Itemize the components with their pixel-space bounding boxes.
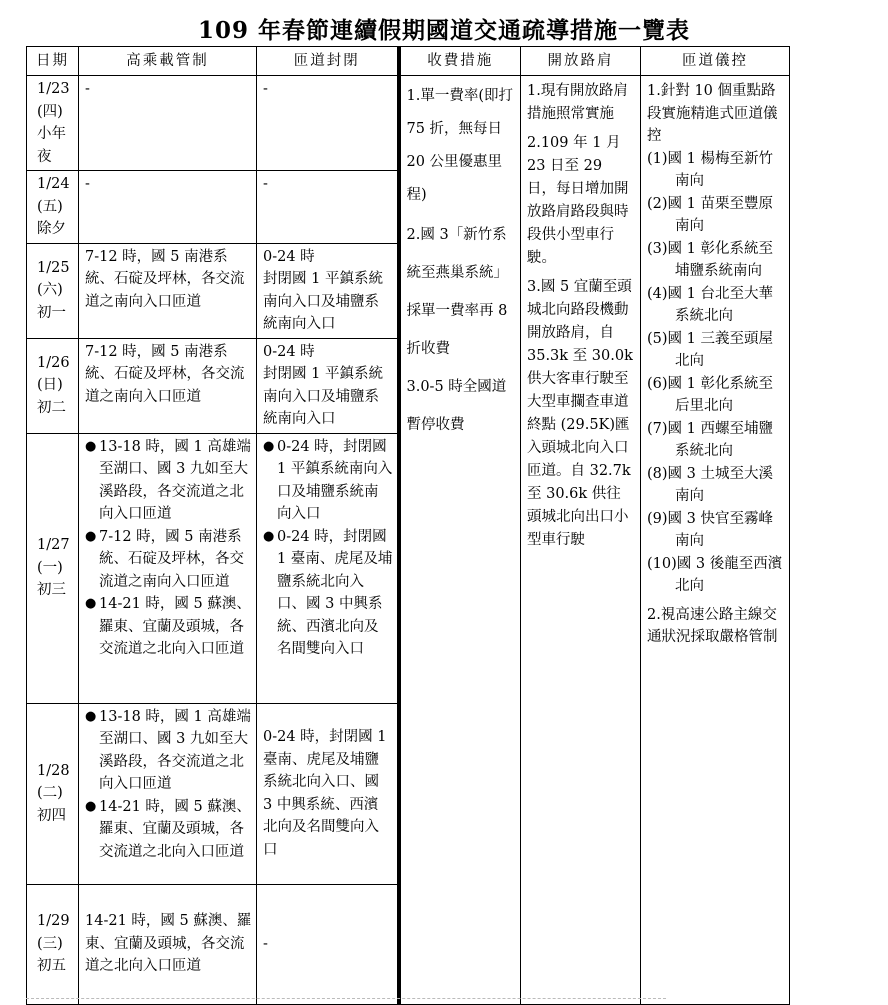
hov-item: ● 14-21 時，國 5 蘇澳、羅東、宜蘭及頭城，各交流道之北向入口匝道 [85,796,252,864]
ramp-cell: 0-24 時 封閉國 1 平鎮系統南向入口及埔鹽系統南向入口 [257,338,399,433]
toll-column [399,76,521,1005]
hov-cell: - [79,76,257,171]
metering-item: (10)國 3 後龍至西濱北向 [647,555,783,594]
ramp-cell: - [257,884,399,1004]
shoulder-item: 3.國 5 宜蘭至頭城北向路段機動開放路肩，自 35.3k 至 30.0k 供大客車行駛至大型車攔查車道終點 (29.5K)匯入頭城北向入口匝道。自 32.7k 至 30.6k 供往頭城北向出口小型車行駛 [527,279,633,548]
table-row [27,76,790,171]
ramp-cell [257,433,399,703]
ramp-cell: 0-24 時，封閉國 1 臺南、虎尾及埔鹽系統北向入口、國 3 中興系統、西濱北向及名間雙向入口 [257,703,399,884]
shoulder-column [521,76,641,1005]
header-hov: 高乘載管制 [79,47,257,76]
metering-intro: 1.針對 10 個重點路段實施精進式匝道儀控 [647,83,778,144]
date-cell: 1/28 (二) 初四 [27,703,79,884]
header-date: 日期 [27,47,79,76]
hov-cell: 7-12 時，國 5 南港系統、石碇及坪林，各交流道之南向入口匝道 [79,243,257,338]
toll-item: 1.單一費率(即打 75 折，無每日 20 公里優惠里程) [406,88,513,203]
hov-cell [79,433,257,703]
ramp-item: ● 0-24 時，封閉國 1 平鎮系統南向入口及埔鹽系統南向入口 [263,436,393,526]
metering-list [647,148,783,598]
metering-item: (4)國 1 台北至大華系統北向 [647,285,773,324]
ramp-cell: - [257,171,399,244]
hov-item: ● 14-21 時，國 5 蘇澳、羅東、宜蘭及頭城，各交流道之北向入口匝道 [85,593,252,661]
hov-cell: - [79,171,257,244]
hov-item: ● 7-12 時，國 5 南港系統、石碇及坪林，各交流道之南向入口匝道 [85,526,252,594]
metering-item: (3)國 1 彰化系統至埔鹽系統南向 [647,240,773,279]
ramp-item: ● 0-24 時，封閉國 1 臺南、虎尾及埔鹽系統北向入口、國 3 中興系統、西濱北向及名間雙向入口 [263,526,393,661]
date-cell: 1/23 (四) 小年 夜 [27,76,79,171]
page-footer-line [26,998,666,1000]
toll-item: 3.0-5 時全國道暫停收費 [406,379,507,433]
traffic-measures-table [26,46,790,1005]
header-toll: 收費措施 [399,47,521,76]
hov-item: ● 13-18 時，國 1 高雄端至湖口、國 3 九如至大溪路段，各交流道之北向入口匝道 [85,706,252,796]
date-cell: 1/29 (三) 初五 [27,884,79,1004]
toll-item: 2.國 3「新竹系統至燕巢系統」採單一費率再 8 折收費 [406,227,508,357]
metering-item: (2)國 1 苗栗至豐原南向 [647,195,773,234]
date-cell: 1/26 (日) 初二 [27,338,79,433]
header-ramp-metering: 匝道儀控 [641,47,790,76]
date-cell: 1/24 (五) 除夕 [27,171,79,244]
metering-item: (9)國 3 快官至霧峰南向 [647,510,773,549]
metering-item: (6)國 1 彰化系統至后里北向 [647,375,773,414]
hov-cell: 14-21 時，國 5 蘇澳、羅東、宜蘭及頭城，各交流道之北向入口匝道 [79,884,257,1004]
date-cell: 1/27 (一) 初三 [27,433,79,703]
metering-item: (1)國 1 楊梅至新竹南向 [647,150,773,189]
ramp-cell: 0-24 時 封閉國 1 平鎮系統南向入口及埔鹽系統南向入口 [257,243,399,338]
header-row [27,47,790,76]
shoulder-item: 2.109 年 1 月 23 日至 29 日，每日增加開放路肩路段與時段供小型車行駛。 [527,135,629,266]
hov-cell [79,703,257,884]
document-title: 109 年春節連續假期國道交通疏導措施一覽表 [197,17,691,44]
date-cell: 1/25 (六) 初一 [27,243,79,338]
hov-item: ● 13-18 時，國 1 高雄端至湖口、國 3 九如至大溪路段，各交流道之北向入口匝道 [85,436,252,526]
header-shoulder: 開放路肩 [521,47,641,76]
metering-item: (8)國 3 土城至大溪南向 [647,465,773,504]
metering-column [641,76,790,1005]
header-ramp-closure: 匝道封閉 [257,47,399,76]
shoulder-item: 1.現有開放路肩措施照常實施 [527,83,628,122]
metering-item: (7)國 1 西螺至埔鹽系統北向 [647,420,773,459]
metering-outro: 2.視高速公路主線交通狀況採取嚴格管制 [647,606,778,645]
ramp-cell: - [257,76,399,171]
metering-item: (5)國 1 三義至頭屋北向 [647,330,773,369]
hov-cell: 7-12 時，國 5 南港系統、石碇及坪林，各交流道之南向入口匝道 [79,338,257,433]
